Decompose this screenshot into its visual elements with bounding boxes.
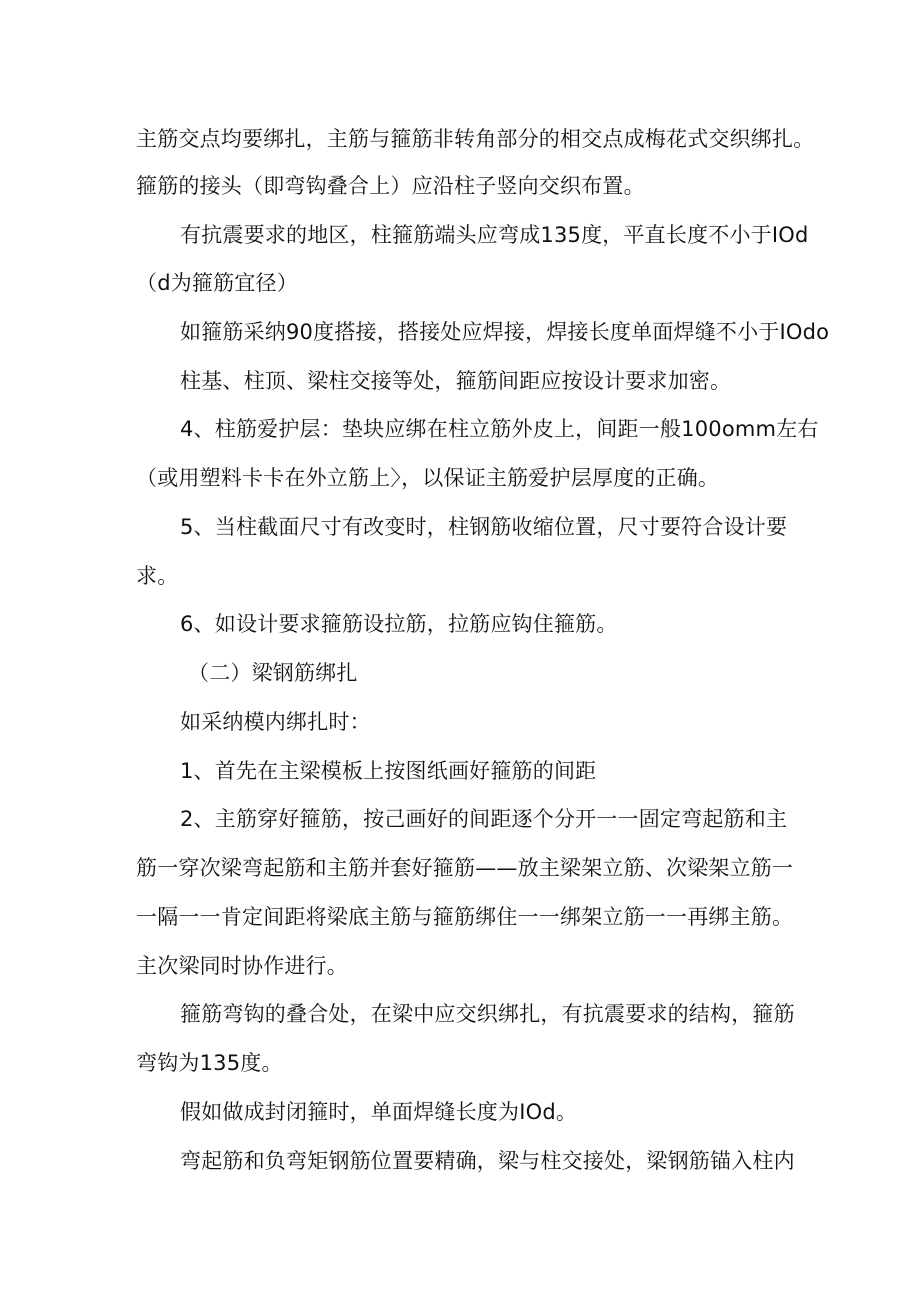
text-line-19: 箍筋弯钩的叠合处，在梁中应交织绑扎，有抗震要求的结构，箍筋: [180, 1002, 795, 1026]
text-line-22: 弯起筋和负弯矩钢筋位置要精确，梁与柱交接处，梁钢筋锚入柱内: [180, 1149, 795, 1173]
text-line-13: 如采纳模内绑扎时：: [180, 710, 371, 734]
text-line-11: 6、如设计要求箍筋设拉筋，拉筋应钩住箍筋。: [180, 612, 618, 636]
text-line-3: 有抗震要求的地区，柱箍筋端头应弯成135度，平直长度不小于IOd: [180, 223, 809, 247]
text-line-14: 1、首先在主梁模板上按图纸画好箍筋的间距: [180, 759, 597, 783]
text-line-1: 主筋交点均要绑扎，主筋与箍筋非转角部分的相交点成梅花式交织绑扎。: [136, 127, 815, 151]
text-line-18: 主次梁同时协作进行。: [136, 954, 348, 978]
text-line-15: 2、主筋穿好箍筋，按己画好的间距逐个分开一一固定弯起筋和主: [180, 807, 788, 831]
text-line-16: 筋一穿次梁弯起筋和主筋并套好箍筋——放主梁架立筋、次梁架立筋一: [136, 856, 794, 880]
text-line-4: （d为箍筋宜径）: [136, 271, 298, 295]
text-line-2: 箍筋的接头（即弯钩叠合上）应沿柱子竖向交织布置。: [136, 174, 645, 198]
section-heading: （二）梁钢筋绑扎: [188, 661, 358, 685]
text-line-7: 4、柱筋爱护层：垫块应绑在柱立筋外皮上，间距一般100omm左右: [180, 417, 819, 441]
text-line-20: 弯钩为135度。: [136, 1051, 283, 1075]
text-line-9: 5、当柱截面尺寸有改变时，柱钢筋收缩位置，尺寸要符合设计要: [180, 515, 788, 539]
text-line-21: 假如做成封闭箍时，单面焊缝长度为IOd。: [180, 1100, 578, 1124]
text-line-8: （或用塑料卡卡在外立筋上〉，以保证主筋爱护层厚度的正确。: [136, 466, 720, 490]
text-line-5: 如箍筋采纳90度搭接，搭接处应焊接，焊接长度单面焊缝不小于IOdo: [180, 320, 830, 344]
text-line-10: 求。: [136, 564, 179, 588]
text-line-6: 柱基、柱顶、梁柱交接等处，箍筋间距应按设计要求加密。: [180, 369, 732, 393]
text-line-17: 一隔一一肯定间距将梁底主筋与箍筋绑住一一绑架立筋一一再绑主筋。: [136, 905, 794, 929]
